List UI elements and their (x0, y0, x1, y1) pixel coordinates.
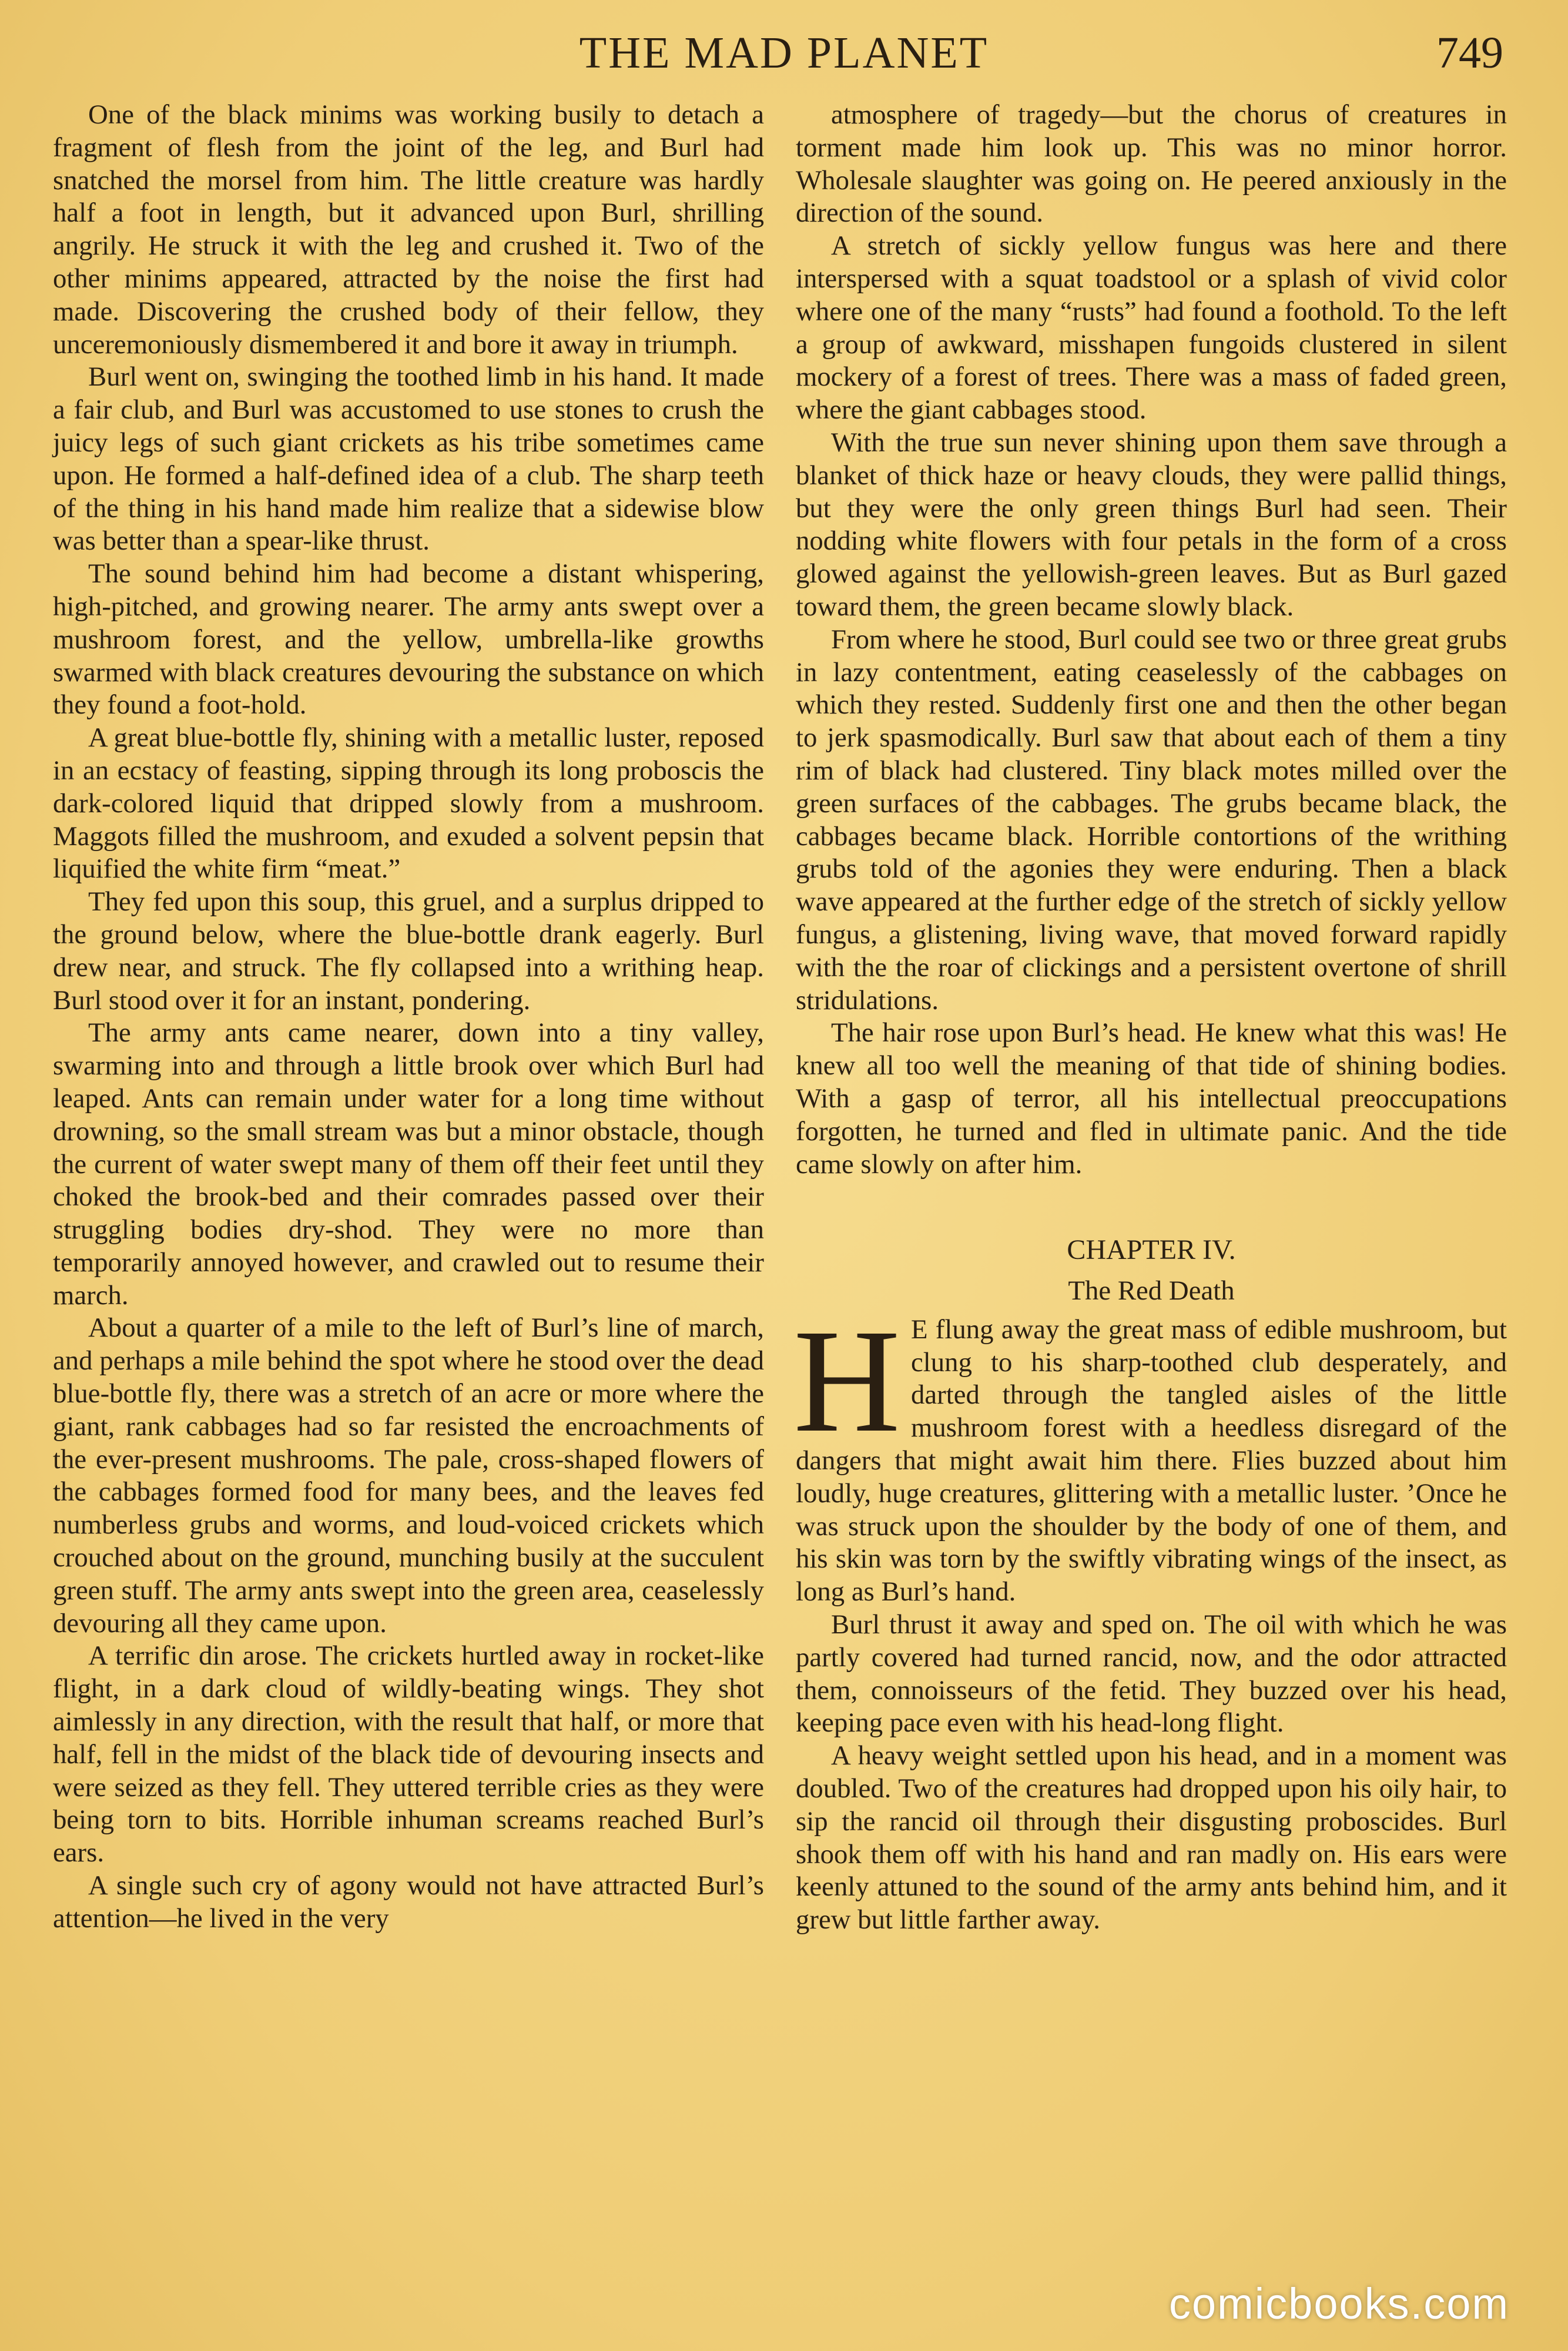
paragraph: They fed upon this soup, this gruel, and a surplus dripped to the ground below, where the blue-bottle drank eagerly. Burl drew near, and struck. The fly collapsed into a writhing heap. Burl stood over it for an instant, pondering. (53, 886, 764, 1016)
chapter-heading: CHAPTER IV. (1067, 1234, 1236, 1266)
right-column (793, 99, 1507, 1937)
paragraph: About a quarter of a mile to the left of Burl’s line of march, and perhaps a mile behind the spot where he stood over the dead blue-bottle fly, there was a stretch of an acre or more where the giant, rank cabbages had so far resisted the encroachments of the ever-present mushrooms. The pale, cross-shaped flowers of the cabbages formed food for many bees, and the leaves fed numberless grubs and worms, and loud-voiced crickets which crouched about on the ground, munching busily at the succulent green stuff. The army ants swept into the green area, ceaselessly devouring all they came upon. (53, 1312, 764, 1639)
paragraph: Burl thrust it away and sped on. The oil with which he was partly covered had turned rancid, now, and the odor attracted them, connoisseurs of the fetid. They buzzed over his head, keeping pace even with his head-long flight. (796, 1609, 1507, 1739)
paragraph: A stretch of sickly yellow fungus was here and there interspersed with a squat toadstool or a splash of vivid color where one of the many “rusts” had found a foothold. To the left a group of awkward, misshapen fungoids clustered in silent mockery of a forest of trees. There was a mass of faded green, where the giant cabbages stood. (796, 230, 1507, 426)
paragraph: The hair rose upon Burl’s head. He knew what this was! He knew all too well the meaning of that tide of shining bodies. With a gasp of terror, all his intellectual preoccupations forgotten, he turned and fled in ultimate panic. And the tide came slowly on after him. (796, 1017, 1507, 1180)
chapter-subtitle: The Red Death (1068, 1275, 1235, 1307)
paragraph: A great blue-bottle fly, shining with a metallic luster, reposed in an ecstacy of feasting, sipping through its long proboscis the dark-colored liquid that dripped slowly from a mushroom. Maggots filled the mushroom, and exuded a solvent pepsin that liquified the white firm “meat.” (53, 722, 764, 885)
paragraph: Burl went on, swinging the toothed limb in his hand. It made a fair club, and Burl was accustomed to use stones to crush the juicy legs of such giant crickets as his tribe sometimes came upon. He formed a half-defined idea of a club. The sharp teeth of the thing in his hand made him realize that a sidewise blow was better than a spear-like thrust. (53, 361, 764, 557)
chapter-opening-paragraph (793, 1298, 1507, 1609)
paragraph: atmosphere of tragedy—but the chorus of creatures in torment made him look up. This was no minor horror. Wholesale slaughter was going on. He peered anxiously in the direction of the sound. (796, 99, 1507, 229)
left-column (53, 99, 764, 1935)
watermark: comicbooks.com (1168, 2279, 1509, 2328)
paragraph: A terrific din arose. The crickets hurtled away in rocket-like flight, in a dark cloud of wildly-beating wings. They shot aimlessly in any direction, with the result that half, or more that half, fell in the midst of the black tide of devouring insects and were seized as they fell. They uttered terrible cries as they were being torn to bits. Horrible inhuman screams reached Burl’s ears. (53, 1640, 764, 1868)
opening-text: E flung away the great mass of edible mushroom, but clung to his sharp-toothed club desperately, and darted through the tangled aisles of the little mushroom forest with a heedless disregard of the dangers that might await him there. Flies buzzed about him loudly, huge creatures, glittering with a metallic luster. ’Once he was struck upon the shoulder by the body of one of them, and his skin was torn by the swiftly vibrating wings of the insect, as long as Burl’s hand. (796, 1314, 1507, 1607)
paragraph: The sound behind him had become a distant whispering, high-pitched, and growing nearer. The army ants swept over a mushroom forest, and the yellow, umbrella-like growths swarmed with black creatures devouring the substance on which they found a foot-hold. (53, 558, 764, 721)
running-title: THE MAD PLANET (579, 28, 989, 78)
paragraph: The army ants came nearer, down into a tiny valley, swarming into and through a little brook over which Burl had leaped. Ants can remain under water for a long time without drowning, so the small stream was but a minor obstacle, though the current of water swept many of them off their feet until they choked the brook-bed and their comrades passed over their struggling bodies dry-shod. They were no more than temporarily annoyed however, and crawled out to resume their march. (53, 1017, 764, 1311)
paragraph: From where he stood, Burl could see two or three great grubs in lazy contentment, eating ceaselessly of the cabbages on which they rested. Suddenly first one and then the other began to jerk spasmodically. Burl saw that about each of them a tiny rim of black had clustered. Tiny black motes milled over the green surfaces of the cabbages. The grubs became black, the cabbages became black. Horrible contortions of the writhing grubs told of the agonies they were enduring. Then a black wave appeared at the further edge of the stretch of sickly yellow fungus, a glistening, living wave, that moved forward rapidly with the the roar of clickings and a persistent overtone of shrill stridulations. (796, 624, 1507, 1016)
drop-cap: H (793, 1298, 900, 1463)
page-number: 749 (1436, 28, 1503, 78)
paragraph: A single such cry of agony would not have attracted Burl’s attention—he lived in the very (53, 1870, 764, 1934)
paragraph: A heavy weight settled upon his head, and in a moment was doubled. Two of the creatures had dropped upon his oily hair, to sip the rancid oil through their disgusting proboscides. Burl shook them off with his hand and ran madly on. His ears were keenly attuned to the sound of the army ants behind him, and it grew but little farther away. (796, 1740, 1507, 1935)
paragraph: One of the black minims was working busily to detach a fragment of flesh from the joint of the leg, and Burl had snatched the morsel from him. The little creature was hardly half a foot in length, but it advanced upon Burl, shrilling angrily. He struck it with the leg and crushed it. Two of the other minims appeared, attracted by the noise the first had made. Discovering the crushed body of their fellow, they unceremoniously dismembered it and bore it away in triumph. (53, 99, 764, 360)
paragraph: With the true sun never shining upon them save through a blanket of thick haze or heavy clouds, they were pallid things, but they were the only green things Burl had seen. Their nodding white flowers with four petals in the form of a cross glowed against the yellowish-green leaves. But as Burl gazed toward them, the green became slowly black. (796, 427, 1507, 622)
